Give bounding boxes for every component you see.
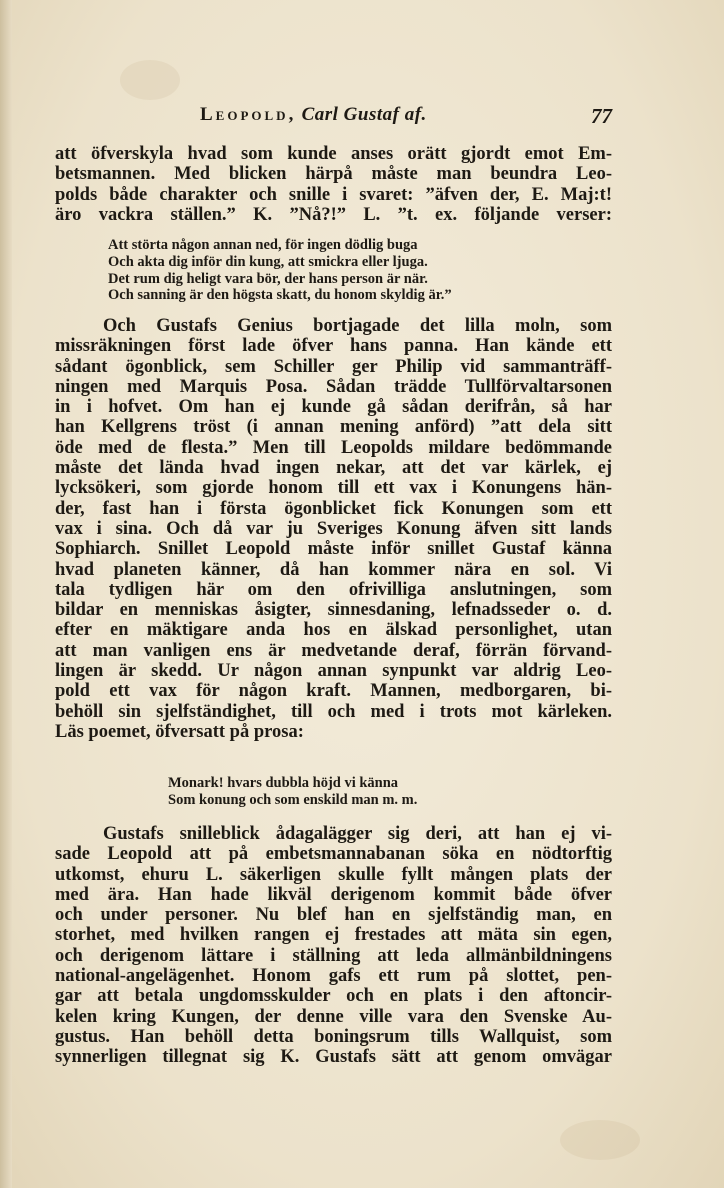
text-line: storhet, med hvilken rangen ej frestades att mäta sin egen, <box>55 925 612 946</box>
text-line: betsmannen. Med blicken härpå måste man beundra Leo- <box>55 164 612 185</box>
verse-quotation-1 <box>108 237 558 304</box>
text-line: utkomst, ehuru L. säkerligen skulle fyllt mången plats der <box>55 864 612 885</box>
text-line: att man vanligen ens är medvetande deraf, förrän förvand- <box>55 640 612 661</box>
page-gutter <box>0 0 12 1188</box>
running-header <box>200 104 612 132</box>
verse-line: Att störta någon annan ned, för ingen dödlig buga <box>108 237 418 253</box>
verse-line: Och sanning är den högsta skatt, du honom skyldig är.” <box>108 287 452 304</box>
paragraph-1 <box>55 144 612 225</box>
text-line: och under personer. Nu blef han en sjelfständig man, en <box>55 905 612 926</box>
text-line: kelen kring Kungen, der denne ville vara den Svenske Au- <box>55 1006 612 1027</box>
text-line: tala tydligen här om den ofrivilliga anslutningen, som <box>55 579 612 600</box>
text-line: polds både charakter och snille i svaret: ”äfven der, E. Maj:t! <box>55 184 612 205</box>
text-line: lycksökeri, som gjorde honom till ett vax i Konungens hän- <box>55 478 612 499</box>
text-line: ningen med Marquis Posa. Sådan trädde Tullförvaltarsonen <box>55 376 612 397</box>
text-line: in i hofvet. Om han ej kunde gå sådan derifrån, så har <box>55 397 612 418</box>
text-line: sade Leopold att på embetsmannabanan söka en nödtorftig <box>55 844 612 865</box>
text-line: pold ett vax för någon kraft. Mannen, medborgaren, bi- <box>55 681 612 702</box>
text-line: vax i sina. Och då var ju Sveriges Konung äfven sitt lands <box>55 518 612 539</box>
text-line: lingen är skedd. Ur någon annan synpunkt var aldrig Leo- <box>55 661 612 682</box>
text-line: att öfverskyla hvad som kunde anses orätt gjordt emot Em- <box>55 144 612 164</box>
author-name: Leopold, <box>200 104 297 125</box>
text-line: hvad planeten känner, då han kommer nära en sol. Vi <box>55 559 612 580</box>
text-line: gar att betala ungdomsskulder och en plats i den aftoncir- <box>55 986 612 1007</box>
running-head <box>200 104 427 126</box>
running-title: Carl Gustaf af. <box>301 104 427 125</box>
text-line: gustus. Han behöll detta boningsrum tills Wallquist, som <box>55 1026 612 1047</box>
verse-line: Och akta dig inför din kung, att smickra eller ljuga. <box>108 253 428 270</box>
verse-line: Som konung och som enskild man m. m. <box>168 791 418 808</box>
text-line: äro vackra ställen.” K. ”Nå?!” L. ”t. ex. följande verser: <box>55 204 612 225</box>
text-line: Och Gustafs Genius bortjagade det lilla moln, som <box>103 316 612 336</box>
paper-stain <box>560 1120 640 1160</box>
verse-quotation-2 <box>168 775 618 809</box>
text-line: synnerligen tillegnat sig K. Gustafs sätt att genom omvägar <box>55 1047 612 1068</box>
text-line: der, fast han i första ögonblicket fick Konungen som ett <box>55 498 612 519</box>
verse-line: Det rum dig heligt vara bör, der hans person är när. <box>108 270 428 287</box>
text-line: måste det lända hvad ingen nekar, att det var kärlek, ej <box>55 458 612 479</box>
text-line: behöll sin sjelfständighet, till och med i trots mot kärleken. <box>55 701 612 722</box>
text-line: sådant ögonblick, sem Schiller ger Philip vid sammanträff- <box>55 356 612 377</box>
text-line: missräkningen först lade öfver hans panna. Han kände ett <box>55 336 612 357</box>
paper-stain <box>120 60 180 100</box>
text-line: bildar en menniskas åsigter, sinnesdaning, lefnadsseder o. d. <box>55 600 612 621</box>
page-number: 77 <box>591 104 612 128</box>
verse-line: Monark! hvars dubbla höjd vi känna <box>168 775 399 791</box>
text-line: med ära. Han hade likväl derigenom kommit både öfver <box>55 884 612 905</box>
text-line: han Kellgrens tröst (i annan mening anförd) ”att dela sitt <box>55 417 612 438</box>
paragraph-2 <box>55 316 612 742</box>
paragraph-3 <box>55 824 612 1068</box>
text-line: Gustafs snilleblick ådagalägger sig deri, att han ej vi- <box>103 824 612 844</box>
text-line: öde med de flesta.” Men till Leopolds mildare bedömmande <box>55 437 612 458</box>
text-line: Läs poemet, öfversatt på prosa: <box>55 721 304 742</box>
text-line: Sophiarch. Snillet Leopold måste inför snillet Gustaf känna <box>55 539 612 560</box>
text-line: efter en mäktigare anda hos en älskad personlighet, utan <box>55 620 612 641</box>
text-line: och derigenom lättare i ställning att leda allmänbildningens <box>55 945 612 966</box>
text-line: national-angelägenhet. Honom gafs ett rum på slottet, pen- <box>55 966 612 987</box>
